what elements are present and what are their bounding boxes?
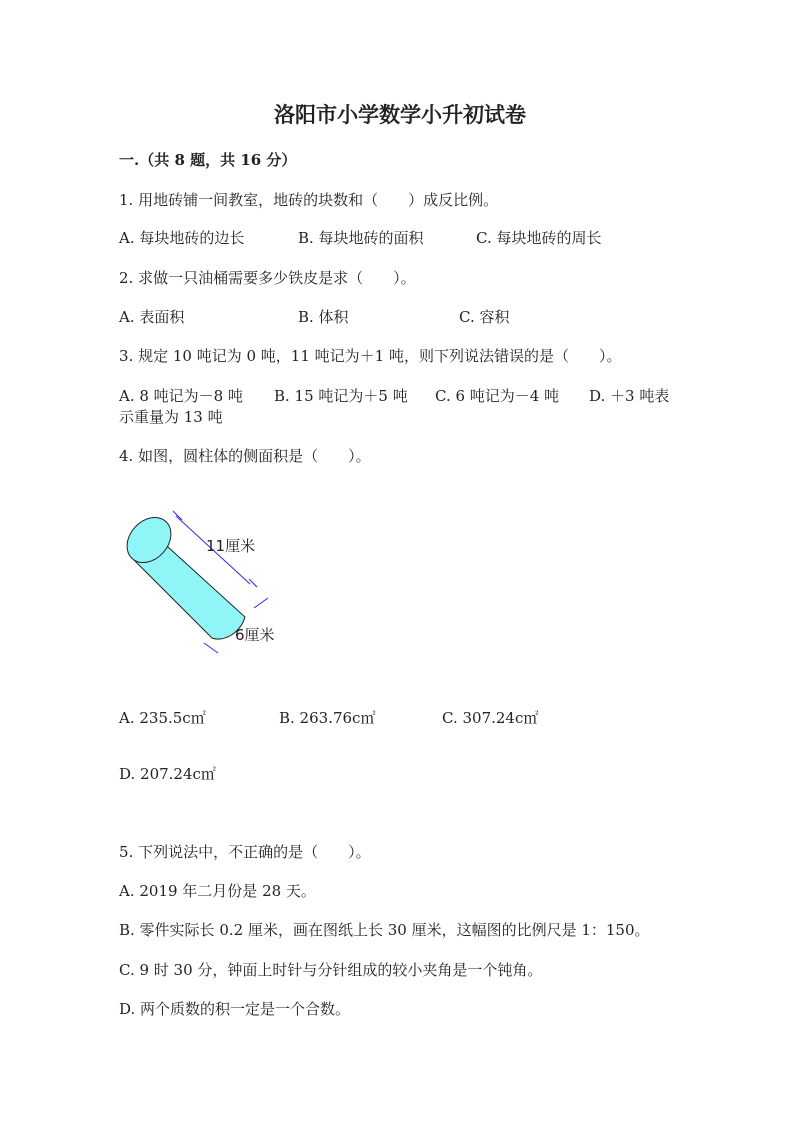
question-4-option-a: A. 235.5c㎡ — [119, 709, 206, 727]
cylinder-figure — [110, 498, 310, 668]
question-1-option-c: C. 每块地砖的周长 — [476, 229, 602, 247]
question-2-option-a: A. 表面积 — [119, 308, 185, 326]
question-1-stem: 1. 用地砖铺一间教室，地砖的块数和（ ）成反比例。 — [119, 191, 499, 209]
question-5-option-b: B. 零件实际长 0.2 厘米，画在图纸上长 30 厘米，这幅图的比例尺是 1：150。 — [119, 921, 650, 939]
section-heading: 一.（共 8 题，共 16 分） — [119, 151, 297, 169]
page-title: 洛阳市小学数学小升初试卷 — [274, 102, 526, 127]
question-1-option-a: A. 每块地砖的边长 — [119, 229, 245, 247]
question-5-option-a: A. 2019 年二月份是 28 天。 — [119, 882, 316, 900]
question-5-option-d: D. 两个质数的积一定是一个合数。 — [119, 1000, 351, 1018]
question-1-option-b: B. 每块地砖的面积 — [298, 229, 424, 247]
diameter-label: 6厘米 — [235, 626, 275, 644]
question-3-option-b: B. 15 吨记为＋5 吨 — [274, 387, 408, 405]
question-3-option-c: C. 6 吨记为－4 吨 — [435, 387, 560, 405]
question-4-option-d: D. 207.24c㎡ — [119, 765, 216, 783]
diameter-arrow-bottom — [204, 643, 218, 653]
question-4-option-c: C. 307.24c㎡ — [442, 709, 539, 727]
question-5-stem: 5. 下列说法中，不正确的是（ ）。 — [119, 843, 371, 861]
question-4-stem: 4. 如图，圆柱体的侧面积是（ ）。 — [119, 447, 371, 465]
question-3-option-d: D. ＋3 吨表 — [589, 387, 670, 405]
diameter-arrow-top — [254, 598, 268, 608]
cylinder-body — [118, 509, 245, 639]
question-2-option-b: B. 体积 — [298, 308, 349, 326]
question-3-option-a: A. 8 吨记为－8 吨 — [119, 387, 243, 405]
question-2-stem: 2. 求做一只油桶需要多少铁皮是求（ ）。 — [119, 269, 416, 287]
question-5-option-c: C. 9 时 30 分，钟面上时针与分针组成的较小夹角是一个钝角。 — [119, 961, 543, 979]
question-4-option-b: B. 263.76c㎡ — [279, 709, 376, 727]
length-label: 11厘米 — [206, 537, 256, 555]
question-3-option-d-continued: 示重量为 13 吨 — [119, 408, 223, 426]
question-2-option-c: C. 容积 — [459, 308, 510, 326]
question-3-stem: 3. 规定 10 吨记为 0 吨，11 吨记为＋1 吨，则下列说法错误的是（ ）。 — [119, 347, 622, 365]
